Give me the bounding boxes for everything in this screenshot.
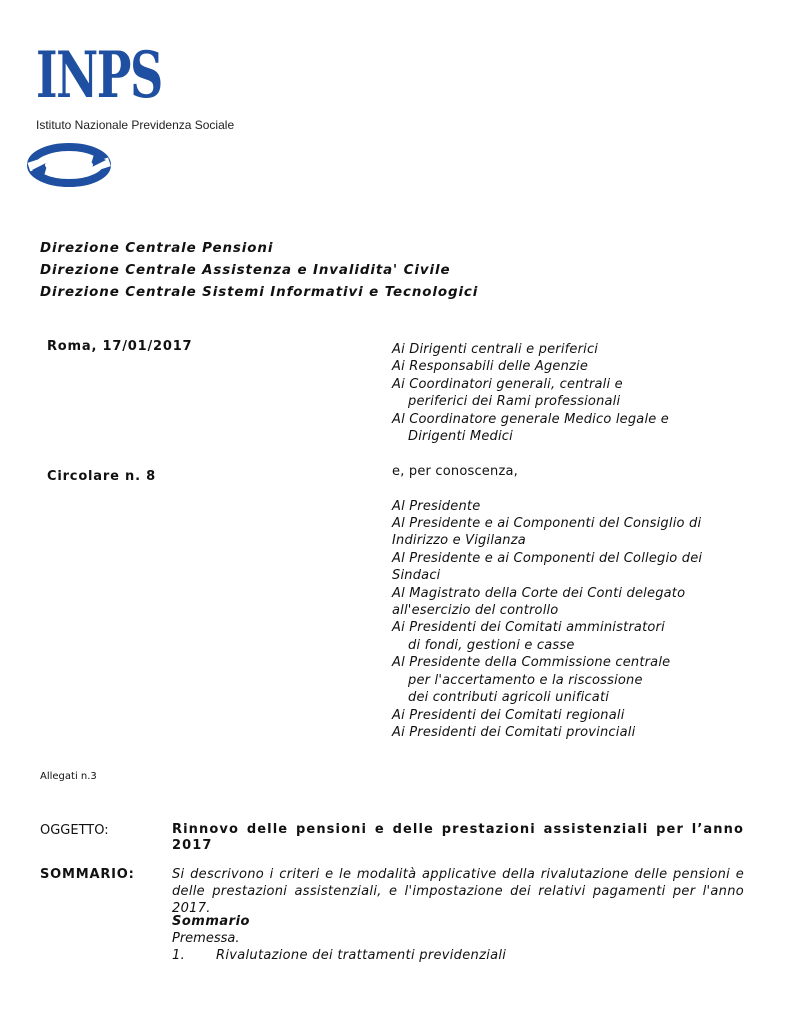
recipient: Al Presidente e ai Componenti del Consiglio di	[392, 516, 702, 532]
summary-heading: Sommario	[172, 914, 250, 929]
recipient: Al Coordinatore generale Medico legale e	[392, 411, 669, 427]
recipient: Ai Presidenti dei Comitati provinciali	[392, 724, 636, 740]
recipient: Ai Coordinatori generali, centrali e	[392, 376, 623, 392]
summary-item-number: 1.	[172, 948, 186, 963]
recipient-continuation: Dirigenti Medici	[408, 429, 513, 445]
directorates-block	[40, 238, 478, 304]
recipient: Ai Responsabili delle Agenzie	[392, 359, 589, 375]
attachments-note: Allegati n.3	[40, 771, 97, 782]
directorate-pensioni: Direzione Centrale Pensioni	[40, 241, 274, 256]
date-line: Roma, 17/01/2017	[47, 339, 193, 354]
directorate-assistenza: Direzione Centrale Assistenza e Invalidita' Civile	[40, 263, 451, 278]
summary-text: Si descrivono i criteri e le modalità applicative della rivalutazione delle pensioni e delle prestazioni assistenziali, e l'impostazione dei relativi pagamenti per l'anno 2017.	[172, 867, 744, 916]
recipient-continuation: Sindaci	[392, 568, 441, 584]
recipient-continuation: per l'accertamento e la riscossione	[408, 672, 643, 688]
summary-item-text: Rivalutazione dei trattamenti previdenziali	[216, 948, 507, 963]
recipient: Al Magistrato della Corte dei Conti delegato	[392, 585, 686, 601]
subject-label: OGGETTO:	[40, 823, 109, 838]
cc-label: e, per conoscenza,	[392, 463, 518, 479]
recipient-continuation: Indirizzo e Vigilanza	[392, 533, 526, 549]
inps-logo-wordmark: INPS	[36, 38, 162, 113]
recipient: Ai Presidenti dei Comitati regionali	[392, 707, 625, 723]
recipient-continuation: periferici dei Rami professionali	[408, 394, 621, 410]
circular-number: Circolare n. 8	[47, 469, 156, 484]
recipient-continuation: dei contributi agricoli unificati	[408, 690, 610, 706]
inps-logo-subtitle: Istituto Nazionale Previdenza Sociale	[36, 118, 235, 132]
recipient-continuation: all'esercizio del controllo	[392, 603, 559, 619]
subject-text-line2: 2017	[172, 838, 213, 853]
recipient-continuation: di fondi, gestioni e casse	[408, 637, 575, 653]
recipient: Al Presidente della Commissione centrale	[392, 655, 671, 671]
summary-premise: Premessa.	[172, 931, 240, 946]
recipient: Ai Presidenti dei Comitati amministratori	[392, 620, 665, 636]
summary-item	[172, 948, 506, 963]
recipient: Al Presidente	[392, 498, 481, 514]
inps-logo-arrows-icon	[26, 140, 112, 190]
subject-text-line1: Rinnovo delle pensioni e delle prestazioni assistenziali per l’anno	[172, 822, 744, 837]
summary-label: SOMMARIO:	[40, 867, 135, 882]
recipient: Ai Dirigenti centrali e periferici	[392, 342, 599, 357]
recipient: Al Presidente e ai Componenti del Collegio dei	[392, 550, 703, 566]
directorate-sistemi: Direzione Centrale Sistemi Informativi e Tecnologici	[40, 285, 479, 300]
recipients-list	[392, 341, 752, 741]
